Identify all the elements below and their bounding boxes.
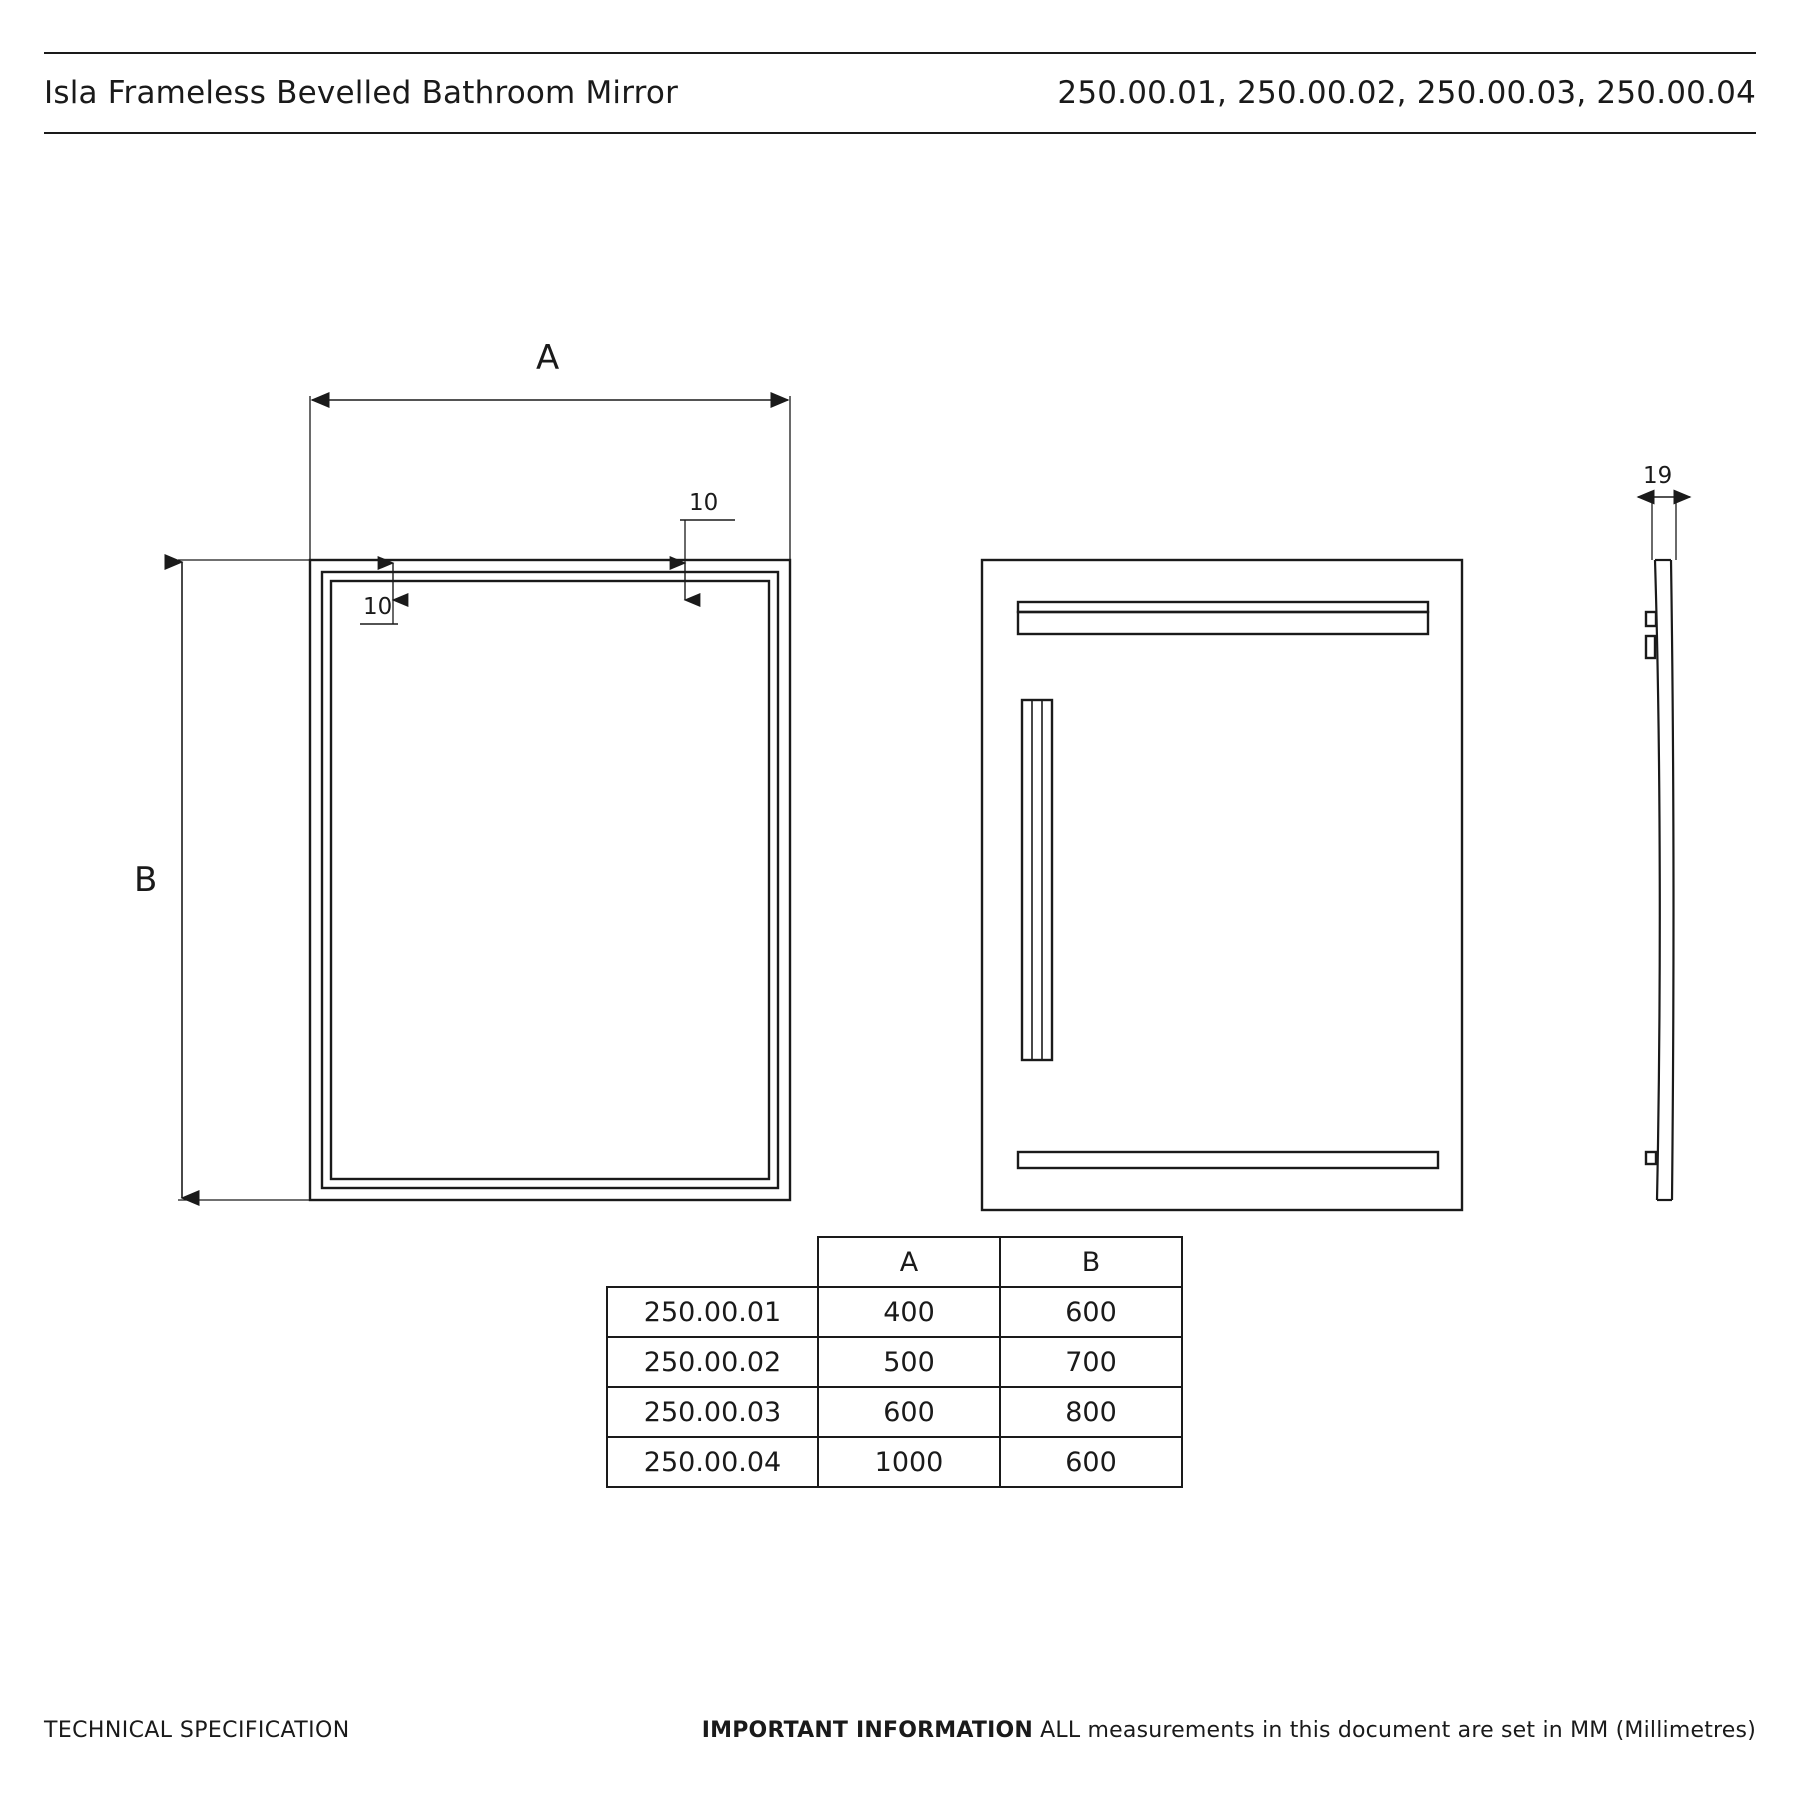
table-cell-code: 250.00.04: [607, 1437, 818, 1487]
footer-right-text: [702, 1718, 1756, 1743]
footer-important-label: IMPORTANT INFORMATION: [701, 1718, 1033, 1743]
table-header-a: A: [818, 1237, 1000, 1287]
table-row: [607, 1287, 1182, 1337]
table-cell-code: 250.00.02: [607, 1337, 818, 1387]
table-row: [607, 1337, 1182, 1387]
table-cell-b: 800: [1000, 1387, 1182, 1437]
dimension-label-depth: 19: [1643, 463, 1673, 489]
table-header-row: [607, 1237, 1182, 1287]
table-cell-code: 250.00.01: [607, 1287, 818, 1337]
table-cell-a: 400: [818, 1287, 1000, 1337]
table-header-b: B: [1000, 1237, 1182, 1287]
table-corner-cell: [607, 1237, 818, 1287]
table-cell-b: 700: [1000, 1337, 1182, 1387]
table-cell-a: 1000: [818, 1437, 1000, 1487]
table-row: [607, 1437, 1182, 1487]
dimension-label-height: B: [134, 860, 158, 900]
product-codes: 250.00.01, 250.00.02, 250.00.03, 250.00.04: [1057, 75, 1756, 111]
sheet-header: [44, 52, 1756, 134]
dimension-label-width: A: [536, 338, 560, 378]
table-row: [607, 1387, 1182, 1437]
table-cell-a: 500: [818, 1337, 1000, 1387]
table-cell-code: 250.00.03: [607, 1387, 818, 1437]
table-cell-b: 600: [1000, 1437, 1182, 1487]
footer-left-text: TECHNICAL SPECIFICATION: [44, 1718, 350, 1743]
footer-measurement-note: ALL measurements in this document are set in MM (Millimetres): [1032, 1718, 1756, 1743]
size-table: [606, 1236, 1183, 1488]
page-title: Isla Frameless Bevelled Bathroom Mirror: [44, 75, 679, 111]
dimension-label-bevel-left: 10: [363, 594, 393, 620]
table-cell-b: 600: [1000, 1287, 1182, 1337]
table-cell-a: 600: [818, 1387, 1000, 1437]
dimension-label-bevel-top: 10: [689, 490, 719, 516]
sheet-footer: [44, 1718, 1756, 1743]
